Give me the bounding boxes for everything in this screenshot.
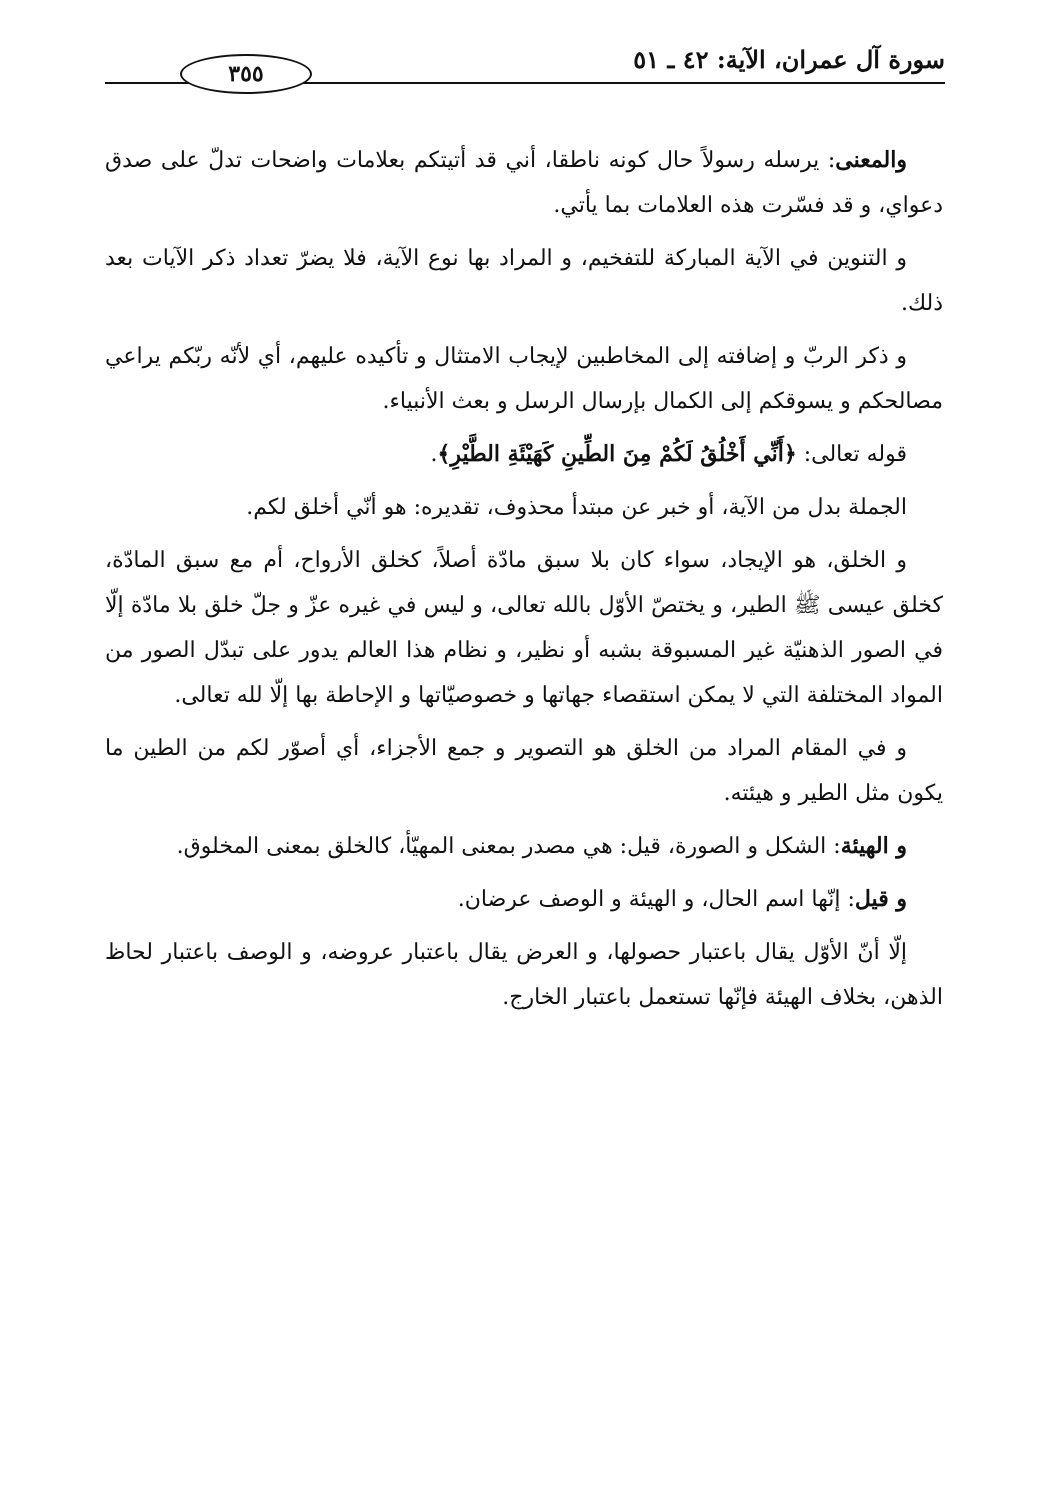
paragraph-text: : إنّها اسم الحال، و الهيئة و الوصف عرضان.: [457, 887, 855, 912]
page-number: ٣٥٥: [180, 54, 312, 94]
paragraph-meaning: [105, 138, 943, 228]
term-label: والمعنى: [835, 147, 907, 173]
term-label: و الهيئة: [840, 833, 907, 859]
paragraph-tanween: [105, 236, 943, 326]
paragraph-text: و في المقام المراد من الخلق هو التصوير و جمع الأجزاء، أي أصوّر لكم من الطين ما يكون مثل الطير و هيئته.: [105, 736, 943, 806]
paragraph-hayah: [105, 824, 943, 869]
paragraph-text: الجملة بدل من الآية، أو خبر عن مبتدأ محذوف، تقديره: هو أنّي أخلق لكم.: [246, 495, 907, 520]
verse-suffix: .: [430, 442, 438, 467]
page-header: [105, 40, 945, 92]
term-label: و قيل: [854, 886, 907, 912]
paragraph-text: و الخلق، هو الإيجاد، سواء كان بلا سبق مادّة أصلاً، كخلق الأرواح، أم مع سبق المادّة، كخلق عيسى ﷺ الطير، و يختصّ الأوّل بالله تعالى، و ليس في غيره عزّ و جلّ خلق بلا مادّة إلّا في الصور الذهنيّة غير المسبوقة بشبه أو نظير، و نظام هذا العالم يدور على تبدّل الصور من المواد المختلفة التي لا يمكن استقصاء جهاتها و خصوصيّاتها و الإحاطة بها إلّا لله تعالى.: [105, 548, 943, 708]
paragraph-text: و ذكر الربّ و إضافته إلى المخاطبين لإيجاب الامتثال و تأكيده عليهم، أي لأنّه ربّكم يراعي مصالحكم و يسوقكم إلى الكمال بإرسال الرسل و بعث الأنبياء.: [105, 344, 943, 414]
paragraph-tasweer: [105, 726, 943, 816]
paragraph-illa: [105, 930, 943, 1020]
paragraph-qeel: [105, 877, 943, 922]
paragraph-text: و التنوين في الآية المباركة للتفخيم، و المراد بها نوع الآية، فلا يضرّ تعداد ذكر الآيات بعد ذلك.: [105, 246, 943, 316]
paragraph-rabb: [105, 334, 943, 424]
running-title: سورة آل عمران، الآية: ٤٢ ـ ٥١: [633, 45, 945, 74]
paragraph-text: إلّا أنّ الأوّل يقال باعتبار حصولها، و العرض يقال باعتبار عروضه، و الوصف باعتبار لحاظ الذهن، بخلاف الهيئة فإنّها تستعمل باعتبار الخارج.: [105, 940, 943, 1010]
body-text: [105, 138, 943, 1028]
paragraph-khalq: [105, 538, 943, 718]
paragraph-verse-quote: [105, 432, 943, 477]
paragraph-syntax: [105, 485, 943, 530]
verse-prefix: قوله تعالى:: [803, 442, 907, 467]
quran-verse: ﴿أَنِّي أَخْلُقُ لَكُمْ مِنَ الطِّينِ كَهَيْئَةِ الطَّيْرِ﴾: [437, 441, 797, 467]
paragraph-text: : الشكل و الصورة، قيل: هي مصدر بمعنى المهيّأ، كالخلق بمعنى المخلوق.: [176, 834, 841, 859]
paragraph-text: : يرسله رسولاً حال كونه ناطقا، أني قد أتيتكم بعلامات واضحات تدلّ على صدق دعواي، و قد فسّرت هذه العلامات بما يأتي.: [105, 148, 943, 218]
